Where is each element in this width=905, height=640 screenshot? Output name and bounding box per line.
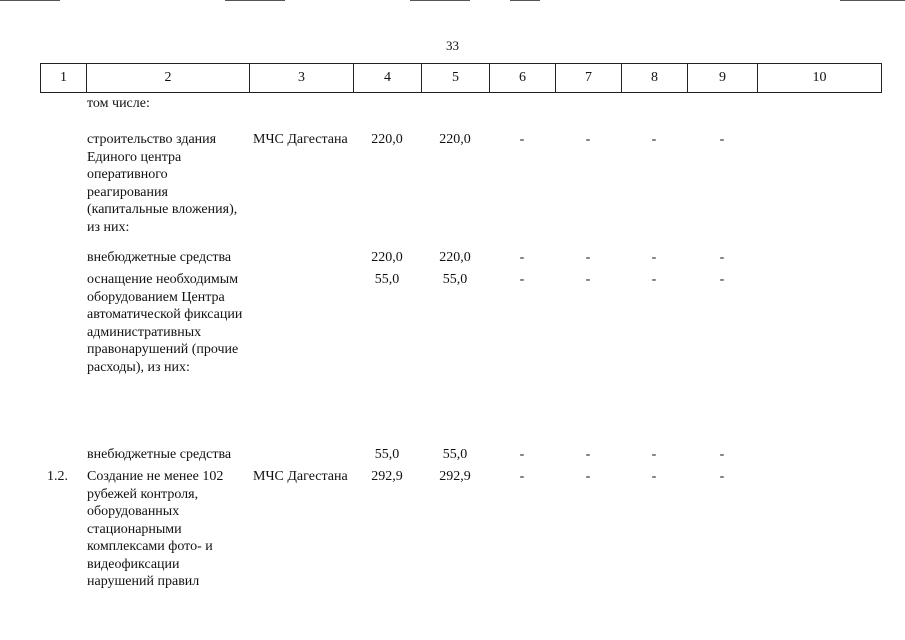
header-col-2: 2 — [87, 64, 250, 93]
row-value-col6: - — [519, 250, 525, 265]
scan-artifact — [225, 0, 285, 1]
row-value-col5: 55,0 — [442, 447, 468, 462]
row-value-col5: 292,9 — [439, 469, 471, 484]
row-value-col9: - — [719, 447, 725, 462]
row-value-col4: 292,9 — [371, 469, 403, 484]
row-value-col4: 55,0 — [374, 447, 400, 462]
header-col-8: 8 — [622, 64, 688, 93]
header-col-3: 3 — [250, 64, 354, 93]
row-value-col4: 220,0 — [371, 250, 403, 265]
row-value-col9: - — [719, 272, 725, 287]
table-row — [40, 249, 881, 271]
row-value-col8: - — [651, 272, 657, 287]
row-value-col7: - — [585, 469, 591, 484]
row-value-col5: 55,0 — [442, 272, 468, 287]
row-value-col6: - — [519, 132, 525, 147]
row-name: строительство здания Единого центра оперативного реагирования (капитальные вложения), из них: — [87, 132, 238, 235]
row-value-col8: - — [651, 469, 657, 484]
table-row — [40, 468, 881, 618]
row-value-col4: 55,0 — [374, 272, 400, 287]
header-col-1: 1 — [41, 64, 87, 93]
row-executor: МЧС Дагестана — [253, 132, 348, 147]
column-number-header — [40, 63, 882, 93]
row-value-col8: - — [651, 447, 657, 462]
row-name: внебюджетные средства — [87, 447, 232, 462]
header-col-7: 7 — [556, 64, 622, 93]
row-value-col8: - — [651, 132, 657, 147]
row-value-col7: - — [585, 447, 591, 462]
row-value-col7: - — [585, 132, 591, 147]
header-col-6: 6 — [490, 64, 556, 93]
row-value-col5: 220,0 — [439, 132, 471, 147]
row-value-col6: - — [519, 272, 525, 287]
row-value-col9: - — [719, 469, 725, 484]
row-name: внебюджетные средства — [87, 250, 232, 265]
scan-artifact — [510, 0, 540, 1]
row-value-col6: - — [519, 469, 525, 484]
table-row — [40, 95, 881, 131]
scan-artifact — [0, 0, 60, 1]
table-row — [40, 446, 881, 468]
header-col-5: 5 — [422, 64, 490, 93]
scan-artifact — [410, 0, 470, 1]
row-value-col6: - — [519, 447, 525, 462]
row-value-col9: - — [719, 132, 725, 147]
row-value-col7: - — [585, 272, 591, 287]
header-col-4: 4 — [354, 64, 422, 93]
row-value-col8: - — [651, 250, 657, 265]
page-number: 33 — [446, 38, 459, 53]
row-number: 1.2. — [47, 469, 68, 484]
row-value-col5: 220,0 — [439, 250, 471, 265]
table-row — [40, 271, 881, 446]
table-row — [40, 131, 881, 249]
table-body — [40, 95, 881, 618]
row-value-col9: - — [719, 250, 725, 265]
row-name: оснащение необходимым оборудованием Центра автоматической фиксации административных правонарушений (прочие расходы), из них: — [87, 272, 243, 375]
row-executor: МЧС Дагестана — [253, 469, 348, 484]
header-col-10: 10 — [758, 64, 882, 93]
header-col-9: 9 — [688, 64, 758, 93]
row-name: том числе: — [87, 96, 150, 111]
scan-artifact — [840, 0, 905, 1]
row-value-col7: - — [585, 250, 591, 265]
row-value-col4: 220,0 — [371, 132, 403, 147]
row-name: Создание не менее 102 рубежей контроля, оборудованных стационарными комплексами фото- и видеофиксации нарушений правил — [87, 469, 224, 589]
